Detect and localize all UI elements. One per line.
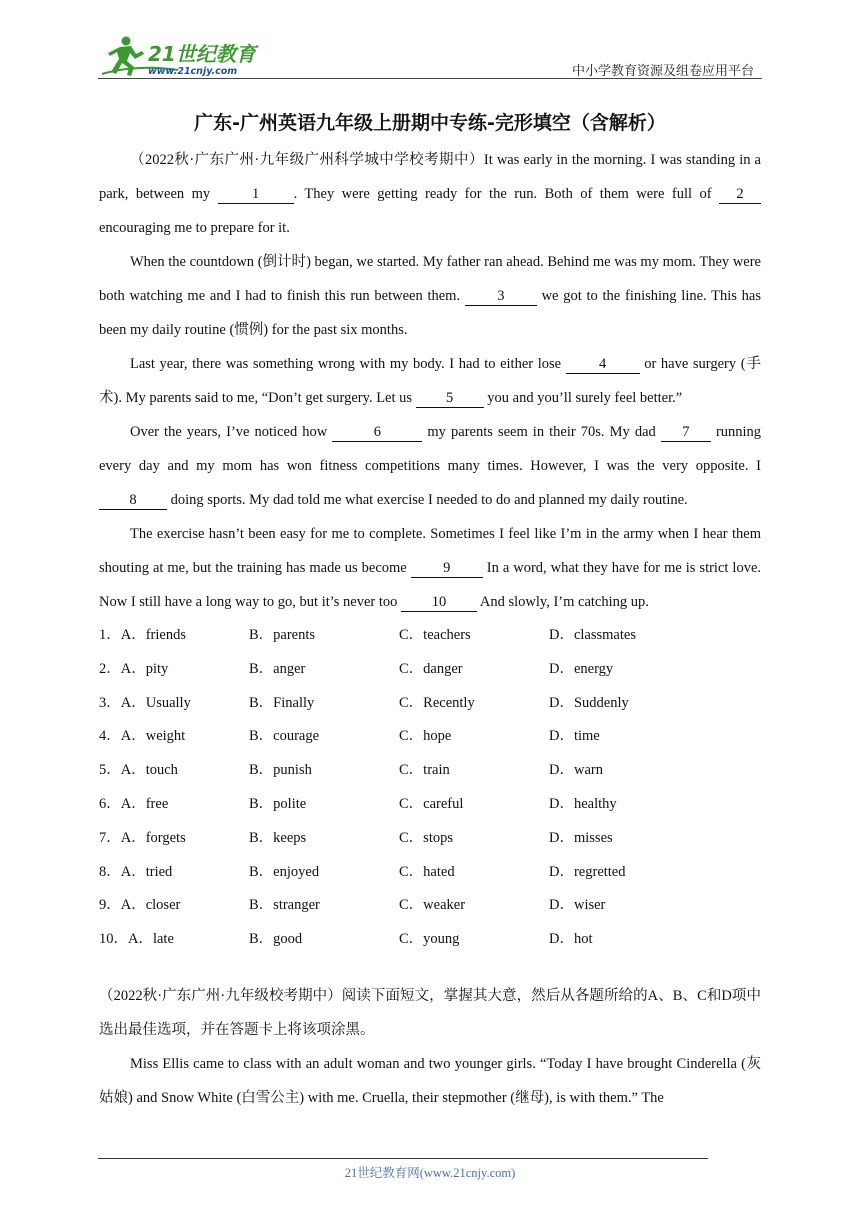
option-d: D．time: [549, 728, 600, 745]
option-b: B．enjoyed: [249, 863, 320, 880]
option-b: B．courage: [249, 728, 320, 745]
option-c: C．careful: [399, 795, 464, 812]
passage1-paragraph-5: The exercise hasn’t been easy for me to complete. Sometimes I feel like I’m in the army when I hear them shouting at me, but the training has made us become 9 In a word, what they have for me is strict love. Now I still have a long way to go, but it’s never too 10 And slowly, I’m catching up.: [99, 526, 762, 610]
option-d: D．energy: [549, 660, 614, 677]
blank-6: 6: [332, 423, 422, 442]
option-c: C．young: [399, 931, 460, 948]
option-c: C．stops: [399, 829, 453, 846]
option-a: 8．A．tried: [99, 863, 173, 880]
option-b: B．punish: [249, 762, 312, 779]
passage2-paragraph-1: Miss Ellis came to class with an adult woman and two younger girls. “Today I have brought Cinderella (灰姑娘) and Snow White (白雪公主) with me. Cruella, their stepmother (继母), is with them.” The: [99, 1055, 761, 1106]
blank-7: 7: [661, 423, 711, 442]
option-d: D．wiser: [549, 897, 606, 914]
option-row-6: [99, 788, 761, 822]
option-a: 10．A．late: [99, 931, 174, 948]
option-b: B．good: [249, 931, 303, 948]
option-a: 5．A．touch: [99, 762, 178, 779]
option-a: 9．A．closer: [99, 897, 181, 914]
footer-text: 21世纪教育网(www.21cnjy.com): [344, 1166, 516, 1180]
blank-5: 5: [416, 389, 484, 408]
option-row-7: [99, 822, 761, 856]
passage2: [99, 979, 761, 1115]
option-b: B．keeps: [249, 829, 307, 846]
option-a: 3．A．Usually: [99, 694, 191, 711]
passage1-paragraph-2: When the countdown (倒计时) began, we started. My father ran ahead. Behind me was my mom. They were both watching me and I had to finish this run between them. 3 we got to the finishing line. This has been my daily routine (惯例) for the past six months.: [99, 254, 762, 338]
option-row-2: [99, 653, 761, 687]
option-row-5: [99, 754, 761, 788]
option-a: 7．A．forgets: [99, 829, 186, 846]
option-d: D．healthy: [549, 795, 617, 812]
blank-4: 4: [566, 355, 640, 374]
option-row-3: [99, 687, 761, 721]
option-b: B．stranger: [249, 897, 320, 914]
document-body: [99, 143, 761, 1115]
option-b: B．anger: [249, 660, 306, 677]
option-a: 4．A．weight: [99, 728, 186, 745]
option-d: D．misses: [549, 829, 613, 846]
option-b: B．polite: [249, 795, 307, 812]
page-title: 广东-广州英语九年级上册期中专练-完形填空（含解析）: [194, 112, 666, 134]
option-row-1: [99, 619, 761, 653]
blank-8: 8: [99, 491, 167, 510]
logo-21cnjy: [98, 34, 268, 78]
option-d: D．classmates: [549, 627, 636, 643]
header-divider: [98, 78, 762, 79]
option-c: C．teachers: [399, 627, 471, 643]
option-d: D．hot: [549, 931, 593, 948]
blank-10: 10: [401, 593, 477, 612]
options-list: [99, 619, 761, 957]
option-c: C．hated: [399, 863, 455, 880]
option-row-9: [99, 889, 761, 923]
blank-9: 9: [411, 559, 483, 578]
option-row-4: [99, 720, 761, 754]
option-row-8: [99, 856, 761, 890]
option-d: D．Suddenly: [549, 694, 629, 711]
platform-text: 中小学教育资源及组卷应用平台: [571, 64, 754, 79]
option-c: C．train: [399, 762, 450, 779]
passage1-paragraph-3: Last year, there was something wrong with my body. I had to either lose 4 or have surgery (手术). My parents said to me, “Don’t get surgery. Let us 5 you and you’ll surely feel better.”: [99, 356, 761, 406]
option-b: B．Finally: [249, 694, 315, 711]
passage1-paragraph-4: Over the years, I’ve noticed how 6 my parents seem in their 70s. My dad 7 running every day and my mom has won fitness competitions many times. However, I was the very opposite. I 8 doing sports. My dad told me what exercise I needed to do and planned my daily routine.: [99, 424, 762, 508]
option-c: C．danger: [399, 660, 463, 677]
option-d: D．warn: [549, 762, 603, 779]
passage1-paragraph-1: （2022秋·广东广州·九年级广州科学城中学校考期中）It was early in the morning. I was standing in a park, between my 1 . They were getting ready for the run. Both of them were full of 2 encouraging me to prepare for it.: [99, 152, 761, 236]
passage2-intro: （2022秋·广东广州·九年级校考期中）阅读下面短文，掌握其大意，然后从各题所给的A、B、C和D项中选出最佳选项，并在答题卡上将该项涂黑。: [99, 987, 761, 1038]
option-d: D．regretted: [549, 863, 626, 880]
option-a: 2．A．pity: [99, 660, 169, 677]
option-c: C．Recently: [399, 694, 475, 711]
option-c: C．weaker: [399, 897, 466, 914]
option-row-10: [99, 923, 761, 957]
option-a: 1．A．friends: [99, 627, 186, 643]
page-header: [98, 30, 762, 78]
blank-1: 1: [218, 185, 294, 204]
logo-text: 21世纪教育: [148, 42, 256, 66]
option-c: C．hope: [399, 728, 452, 745]
logo-url: www.21cnjy.com: [148, 66, 238, 77]
blank-2: 2: [719, 185, 761, 204]
footer-divider: [98, 1158, 708, 1159]
option-a: 6．A．free: [99, 795, 169, 812]
blank-3: 3: [465, 287, 537, 306]
option-b: B．parents: [249, 627, 316, 643]
